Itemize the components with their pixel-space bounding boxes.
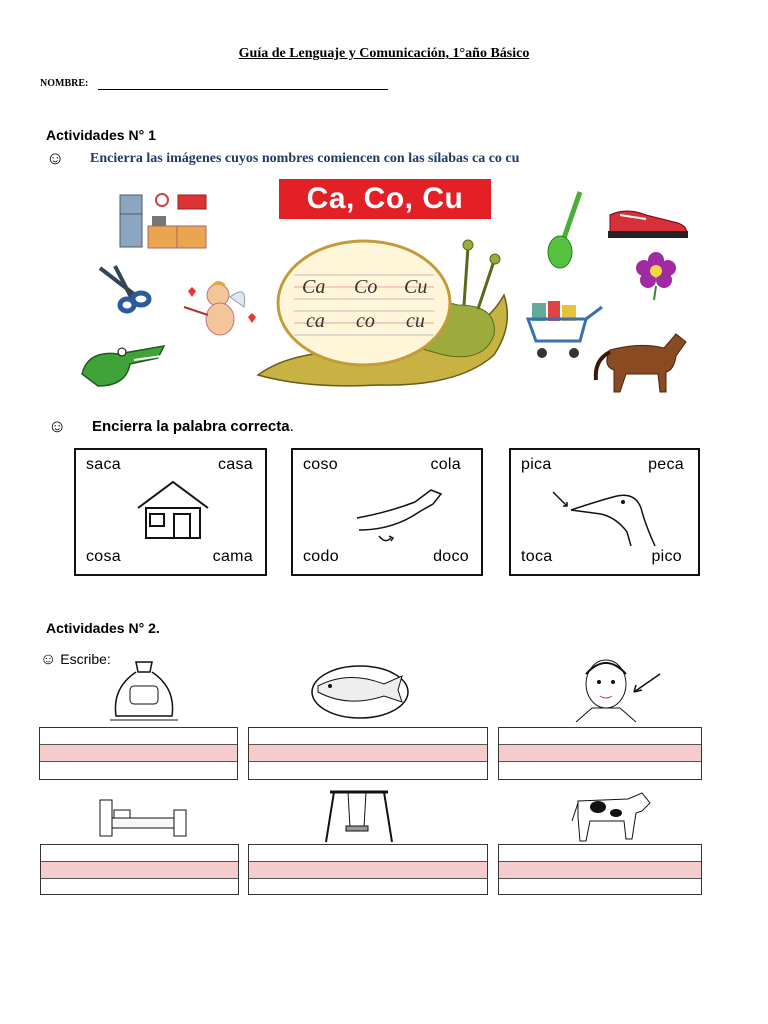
option-cama[interactable]: cama	[212, 548, 253, 565]
scissors-picture[interactable]	[95, 263, 160, 313]
word-box-3[interactable]	[509, 448, 700, 576]
cow-picture	[570, 787, 654, 845]
bed-picture	[98, 796, 188, 840]
goose-beak-picture	[551, 480, 661, 546]
activity1-instruction: Encierra las imágenes cuyos nombres comiencen con las sílabas ca co cu	[90, 151, 520, 166]
write-lines-2[interactable]	[248, 727, 488, 780]
arm-elbow-picture	[349, 482, 445, 546]
option-cola[interactable]: cola	[430, 456, 461, 473]
option-codo[interactable]: codo	[303, 548, 339, 565]
exercise2-instruction: Encierra la palabra correcta.	[92, 418, 294, 435]
smiley-icon: ☺	[40, 651, 57, 668]
write-lines-5[interactable]	[248, 844, 488, 895]
option-doco[interactable]: doco	[433, 548, 469, 565]
activity1-heading: Actividades N° 1	[46, 127, 156, 143]
option-pica[interactable]: pica	[521, 456, 552, 473]
house-picture	[136, 480, 210, 540]
smiley-icon: ☺	[48, 416, 67, 436]
smiley-icon: ☺	[46, 148, 65, 168]
snail-upper-ca: Ca	[302, 276, 326, 298]
name-label: NOMBRE:	[40, 78, 89, 89]
name-line[interactable]	[98, 89, 388, 90]
cupid-picture[interactable]	[182, 277, 262, 347]
option-toca[interactable]: toca	[521, 548, 553, 565]
write-lines-1[interactable]	[39, 727, 238, 780]
snail-lower-ca: ca	[306, 310, 325, 332]
option-saca[interactable]: saca	[86, 456, 121, 473]
boy-face-picture	[570, 652, 666, 724]
word-box-1[interactable]	[74, 448, 267, 576]
page-title: Guía de Lenguaje y Comunicación, 1°año Básico	[238, 46, 530, 61]
write-lines-6[interactable]	[498, 844, 702, 895]
snail-upper-co: Co	[354, 276, 378, 298]
shoe-picture[interactable]	[606, 205, 690, 241]
word-box-2[interactable]	[291, 448, 483, 576]
snail-picture[interactable]	[258, 235, 518, 395]
fish-plate-picture	[308, 662, 414, 722]
flower-picture[interactable]	[630, 250, 682, 302]
sack-picture	[106, 658, 182, 724]
syllable-banner: Ca, Co, Cu	[279, 179, 491, 219]
snail-lower-co: co	[356, 310, 375, 332]
crocodile-picture[interactable]	[78, 330, 170, 392]
option-casa[interactable]: casa	[218, 456, 253, 473]
option-coso[interactable]: coso	[303, 456, 338, 473]
snail-upper-cu: Cu	[404, 276, 428, 298]
snail-lower-cu: cu	[406, 310, 425, 332]
write-lines-4[interactable]	[40, 844, 239, 895]
option-peca[interactable]: peca	[648, 456, 684, 473]
kitchen-picture[interactable]	[110, 190, 210, 250]
swing-picture	[324, 788, 394, 844]
horse-picture[interactable]	[590, 330, 690, 396]
activity2-heading: Actividades N° 2.	[46, 620, 160, 636]
activity2-instruction: ☺ Escribe:	[40, 651, 111, 668]
write-lines-3[interactable]	[498, 727, 702, 780]
option-cosa[interactable]: cosa	[86, 548, 121, 565]
option-pico[interactable]: pico	[651, 548, 682, 565]
spoon-picture[interactable]	[540, 188, 590, 273]
